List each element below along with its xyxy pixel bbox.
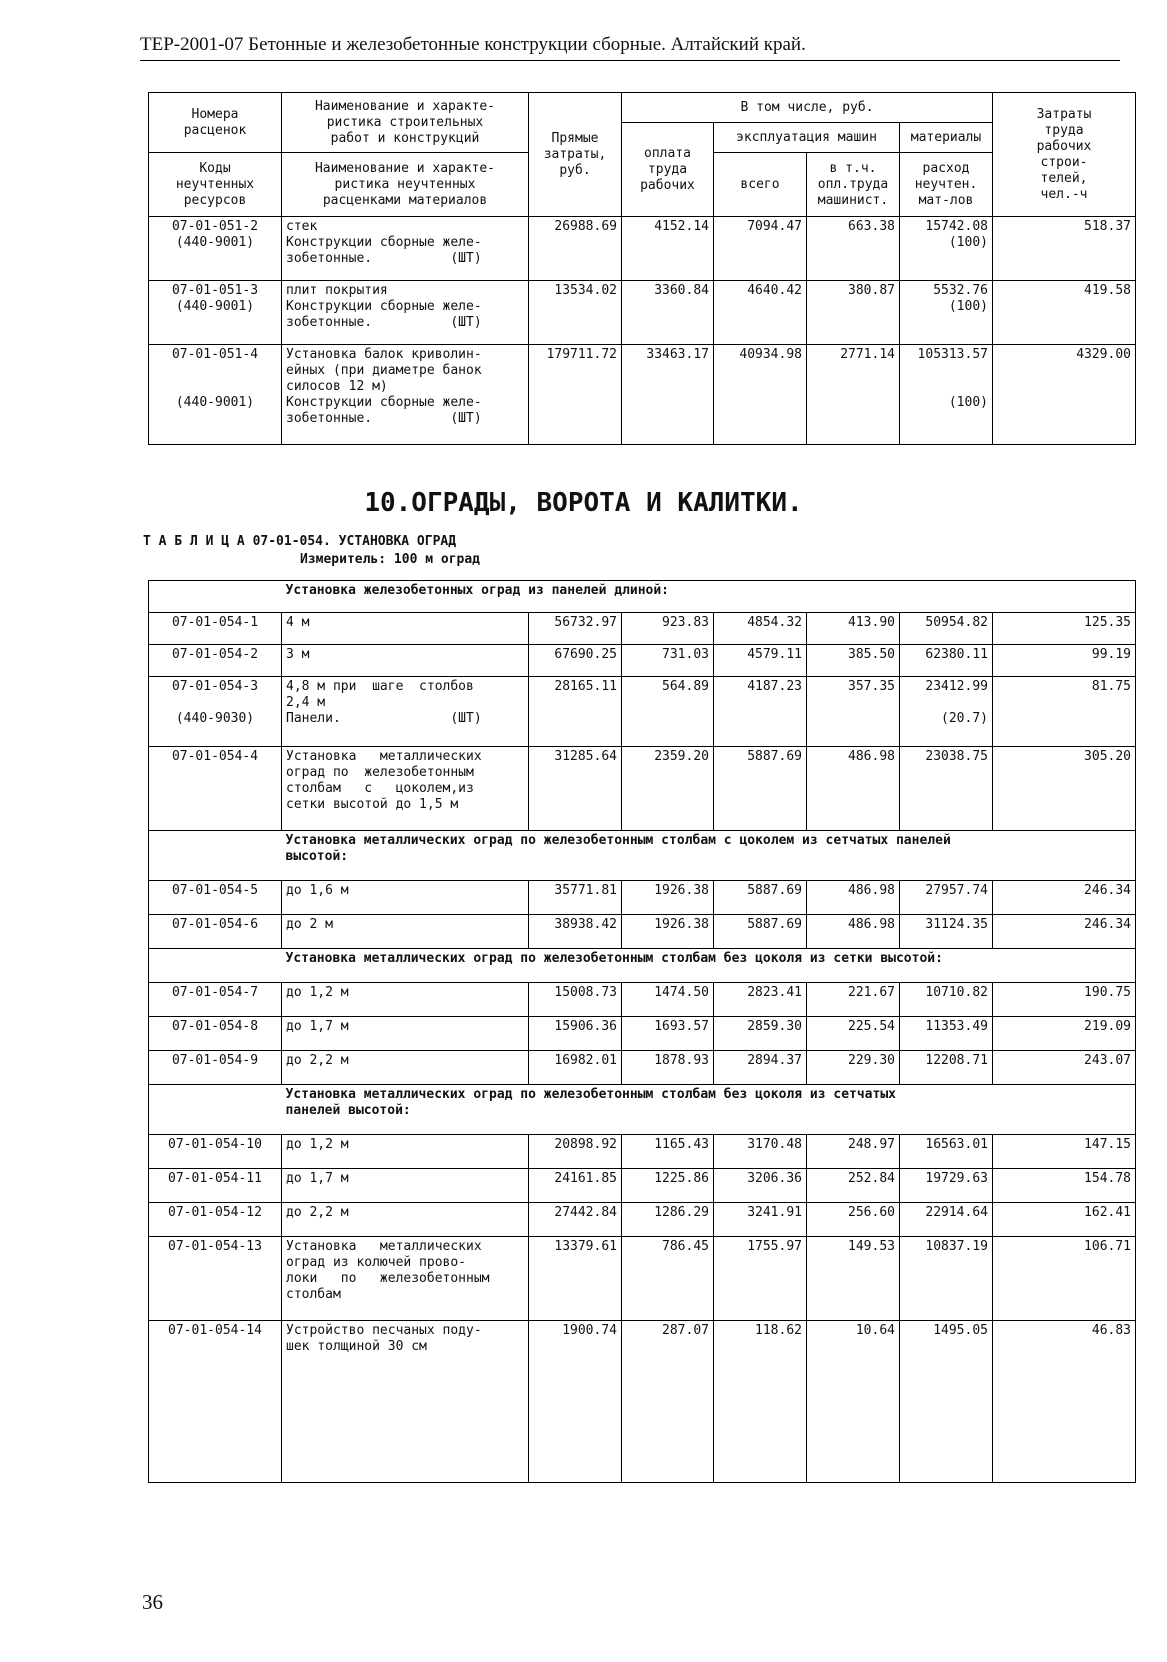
rate-code: 07-01-054-8 <box>149 1017 282 1051</box>
table-row <box>149 645 1136 677</box>
machines-total: 5887.69 <box>714 915 807 949</box>
header-machines: эксплуатация машин <box>714 123 900 153</box>
labor-pay: 564.89 <box>622 677 714 747</box>
labor-pay: 1693.57 <box>622 1017 714 1051</box>
rate-code: 07-01-054-5 <box>149 881 282 915</box>
machinist-pay: 256.60 <box>807 1203 900 1237</box>
table-row <box>149 613 1136 645</box>
labor-hours: 81.75 <box>993 677 1136 747</box>
header-machines-total: всего <box>714 153 807 217</box>
machines-total: 4640.42 <box>714 281 807 345</box>
rate-name: до 2 м <box>282 915 529 949</box>
labor-pay: 2359.20 <box>622 747 714 831</box>
rate-name: стек Конструкции сборные желе- зобетонные. (ШТ) <box>282 217 529 281</box>
running-header: ТЕР-2001-07 Бетонные и железобетонные конструкции сборные. Алтайский край. <box>140 34 806 55</box>
materials: 16563.01 <box>900 1135 993 1169</box>
rate-name: 4,8 м при шаге столбов 2,4 м Панели. (ШТ) <box>282 677 529 747</box>
rate-name: до 1,2 м <box>282 983 529 1017</box>
header-codes: Номера расценок <box>149 93 282 153</box>
machinist-pay: 10.64 <box>807 1321 900 1483</box>
labor-pay: 1474.50 <box>622 983 714 1017</box>
table-row <box>149 881 1136 915</box>
table-row <box>149 1237 1136 1321</box>
machinist-pay: 380.87 <box>807 281 900 345</box>
labor-hours: 305.20 <box>993 747 1136 831</box>
table-row <box>149 983 1136 1017</box>
rate-code: 07-01-054-9 <box>149 1051 282 1085</box>
rate-code: 07-01-051-4 (440-9001) <box>149 345 282 445</box>
machines-total: 5887.69 <box>714 881 807 915</box>
direct-costs: 27442.84 <box>529 1203 622 1237</box>
machinist-pay: 486.98 <box>807 747 900 831</box>
labor-hours: 154.78 <box>993 1169 1136 1203</box>
header-labor-pay: оплата труда рабочих <box>622 123 714 217</box>
materials: 105313.57 (100) <box>900 345 993 445</box>
machinist-pay: 385.50 <box>807 645 900 677</box>
rate-name: Установка балок криволин- ейных (при диаметре банок силосов 12 м) Конструкции сборные желе- зобетонные. (ШТ) <box>282 345 529 445</box>
direct-costs: 20898.92 <box>529 1135 622 1169</box>
machinist-pay: 357.35 <box>807 677 900 747</box>
table-unit: Измеритель: 100 м оград <box>300 552 481 567</box>
direct-costs: 15008.73 <box>529 983 622 1017</box>
labor-pay: 923.83 <box>622 613 714 645</box>
page-number: 36 <box>142 1590 163 1614</box>
section-title: 10.ОГРАДЫ, ВОРОТА И КАЛИТКИ. <box>364 488 803 518</box>
table-row <box>149 747 1136 831</box>
machines-total: 3170.48 <box>714 1135 807 1169</box>
main-table <box>148 580 1136 1483</box>
table-row <box>149 677 1136 747</box>
machinist-pay: 149.53 <box>807 1237 900 1321</box>
materials: 1495.05 <box>900 1321 993 1483</box>
labor-pay: 4152.14 <box>622 217 714 281</box>
machines-total: 2859.30 <box>714 1017 807 1051</box>
header-direct-costs: Прямые затраты, руб. <box>529 93 622 217</box>
labor-hours: 4329.00 <box>993 345 1136 445</box>
direct-costs: 38938.42 <box>529 915 622 949</box>
header-rule <box>140 60 1120 61</box>
rate-name: 4 м <box>282 613 529 645</box>
labor-pay: 786.45 <box>622 1237 714 1321</box>
direct-costs: 13534.02 <box>529 281 622 345</box>
direct-costs: 28165.11 <box>529 677 622 747</box>
labor-pay: 287.07 <box>622 1321 714 1483</box>
machinist-pay: 225.54 <box>807 1017 900 1051</box>
rate-code: 07-01-054-6 <box>149 915 282 949</box>
materials: 15742.08 (100) <box>900 217 993 281</box>
machinist-pay: 252.84 <box>807 1169 900 1203</box>
direct-costs: 1900.74 <box>529 1321 622 1483</box>
direct-costs: 26988.69 <box>529 217 622 281</box>
header-labor-costs: Затраты труда рабочих строи- телей, чел.-ч <box>993 93 1136 217</box>
materials: 10710.82 <box>900 983 993 1017</box>
materials: 10837.19 <box>900 1237 993 1321</box>
direct-costs: 24161.85 <box>529 1169 622 1203</box>
labor-hours: 162.41 <box>993 1203 1136 1237</box>
machinist-pay: 413.90 <box>807 613 900 645</box>
rate-code: 07-01-054-1 <box>149 613 282 645</box>
labor-hours: 190.75 <box>993 983 1136 1017</box>
rate-name: до 2,2 м <box>282 1051 529 1085</box>
direct-costs: 31285.64 <box>529 747 622 831</box>
group-row <box>149 1085 1136 1135</box>
direct-costs: 13379.61 <box>529 1237 622 1321</box>
header-name: Наименование и характе- ристика строительных работ и конструкций <box>282 93 529 153</box>
table-row <box>149 281 1136 345</box>
table-row <box>149 1051 1136 1085</box>
labor-pay: 1878.93 <box>622 1051 714 1085</box>
rate-name: до 1,7 м <box>282 1017 529 1051</box>
direct-costs: 15906.36 <box>529 1017 622 1051</box>
direct-costs: 16982.01 <box>529 1051 622 1085</box>
rate-code: 07-01-054-12 <box>149 1203 282 1237</box>
labor-hours: 147.15 <box>993 1135 1136 1169</box>
labor-hours: 46.83 <box>993 1321 1136 1483</box>
direct-costs: 67690.25 <box>529 645 622 677</box>
machinist-pay: 221.67 <box>807 983 900 1017</box>
machines-total: 1755.97 <box>714 1237 807 1321</box>
materials: 27957.74 <box>900 881 993 915</box>
rate-code: 07-01-054-2 <box>149 645 282 677</box>
machinist-pay: 486.98 <box>807 881 900 915</box>
rate-code: 07-01-051-3 (440-9001) <box>149 281 282 345</box>
header-machinist-pay: в т.ч. опл.труда машинист. <box>807 153 900 217</box>
machines-total: 2894.37 <box>714 1051 807 1085</box>
rate-code: 07-01-054-13 <box>149 1237 282 1321</box>
rate-name: плит покрытия Конструкции сборные желе- зобетонные. (ШТ) <box>282 281 529 345</box>
table-row <box>149 345 1136 445</box>
labor-hours: 106.71 <box>993 1237 1136 1321</box>
labor-hours: 246.34 <box>993 881 1136 915</box>
rate-name: до 2,2 м <box>282 1203 529 1237</box>
table-row <box>149 217 1136 281</box>
direct-costs: 179711.72 <box>529 345 622 445</box>
group-title: Установка металлических оград по железобетонным столбам без цоколя из сетки высотой: <box>282 949 1136 983</box>
rate-code: 07-01-054-3 (440-9030) <box>149 677 282 747</box>
machines-total: 3241.91 <box>714 1203 807 1237</box>
labor-hours: 99.19 <box>993 645 1136 677</box>
machinist-pay: 2771.14 <box>807 345 900 445</box>
table-caption: Т А Б Л И Ц А 07-01-054. УСТАНОВКА ОГРАД <box>143 534 457 549</box>
table-row <box>149 1321 1136 1483</box>
rate-name: до 1,7 м <box>282 1169 529 1203</box>
labor-hours: 419.58 <box>993 281 1136 345</box>
header-resource-name: Наименование и характе- ристика неучтенных расценками материалов <box>282 153 529 217</box>
machines-total: 4854.32 <box>714 613 807 645</box>
rate-name: Установка металлических оград по железобетонным столбам с цоколем,из сетки высотой до 1,5 м <box>282 747 529 831</box>
labor-hours: 219.09 <box>993 1017 1136 1051</box>
materials: 31124.35 <box>900 915 993 949</box>
rate-code: 07-01-051-2 (440-9001) <box>149 217 282 281</box>
labor-hours: 518.37 <box>993 217 1136 281</box>
table-row <box>149 1017 1136 1051</box>
labor-hours: 125.35 <box>993 613 1136 645</box>
group-title: Установка металлических оград по железобетонным столбам с цоколем из сетчатых панелей высотой: <box>282 831 1136 881</box>
rate-name: Установка металлических оград из колючей прово- локи по железобетонным столбам <box>282 1237 529 1321</box>
top-table <box>148 92 1136 445</box>
table-row <box>149 1203 1136 1237</box>
direct-costs: 35771.81 <box>529 881 622 915</box>
rate-name: до 1,2 м <box>282 1135 529 1169</box>
labor-pay: 731.03 <box>622 645 714 677</box>
materials: 12208.71 <box>900 1051 993 1085</box>
table-row <box>149 915 1136 949</box>
labor-pay: 1926.38 <box>622 881 714 915</box>
machines-total: 5887.69 <box>714 747 807 831</box>
machinist-pay: 229.30 <box>807 1051 900 1085</box>
header-materials-consumption: расход неучтен. мат-лов <box>900 153 993 217</box>
materials: 11353.49 <box>900 1017 993 1051</box>
machinist-pay: 486.98 <box>807 915 900 949</box>
labor-pay: 1926.38 <box>622 915 714 949</box>
machines-total: 118.62 <box>714 1321 807 1483</box>
machines-total: 4187.23 <box>714 677 807 747</box>
labor-hours: 243.07 <box>993 1051 1136 1085</box>
machines-total: 2823.41 <box>714 983 807 1017</box>
materials: 23412.99 (20.7) <box>900 677 993 747</box>
rate-code: 07-01-054-10 <box>149 1135 282 1169</box>
machines-total: 3206.36 <box>714 1169 807 1203</box>
materials: 23038.75 <box>900 747 993 831</box>
header-materials: материалы <box>900 123 993 153</box>
header-resource-codes: Коды неучтенных ресурсов <box>149 153 282 217</box>
materials: 22914.64 <box>900 1203 993 1237</box>
rate-code: 07-01-054-14 <box>149 1321 282 1483</box>
rate-name: Устройство песчаных поду- шек толщиной 30 см <box>282 1321 529 1483</box>
rate-code: 07-01-054-11 <box>149 1169 282 1203</box>
materials: 19729.63 <box>900 1169 993 1203</box>
materials: 62380.11 <box>900 645 993 677</box>
materials: 5532.76 (100) <box>900 281 993 345</box>
machinist-pay: 663.38 <box>807 217 900 281</box>
labor-hours: 246.34 <box>993 915 1136 949</box>
group-row <box>149 581 1136 613</box>
group-row <box>149 949 1136 983</box>
machines-total: 7094.47 <box>714 217 807 281</box>
group-row <box>149 831 1136 881</box>
direct-costs: 56732.97 <box>529 613 622 645</box>
group-title: Установка металлических оград по железобетонным столбам без цоколя из сетчатых панелей высотой: <box>282 1085 1136 1135</box>
table-row <box>149 1169 1136 1203</box>
table-row <box>149 1135 1136 1169</box>
labor-pay: 1286.29 <box>622 1203 714 1237</box>
rate-name: 3 м <box>282 645 529 677</box>
materials: 50954.82 <box>900 613 993 645</box>
header-including: В том числе, руб. <box>622 93 993 123</box>
machines-total: 4579.11 <box>714 645 807 677</box>
labor-pay: 33463.17 <box>622 345 714 445</box>
group-title: Установка железобетонных оград из панелей длиной: <box>282 581 1136 613</box>
machines-total: 40934.98 <box>714 345 807 445</box>
rate-name: до 1,6 м <box>282 881 529 915</box>
labor-pay: 3360.84 <box>622 281 714 345</box>
machinist-pay: 248.97 <box>807 1135 900 1169</box>
labor-pay: 1165.43 <box>622 1135 714 1169</box>
rate-code: 07-01-054-4 <box>149 747 282 831</box>
rate-code: 07-01-054-7 <box>149 983 282 1017</box>
labor-pay: 1225.86 <box>622 1169 714 1203</box>
